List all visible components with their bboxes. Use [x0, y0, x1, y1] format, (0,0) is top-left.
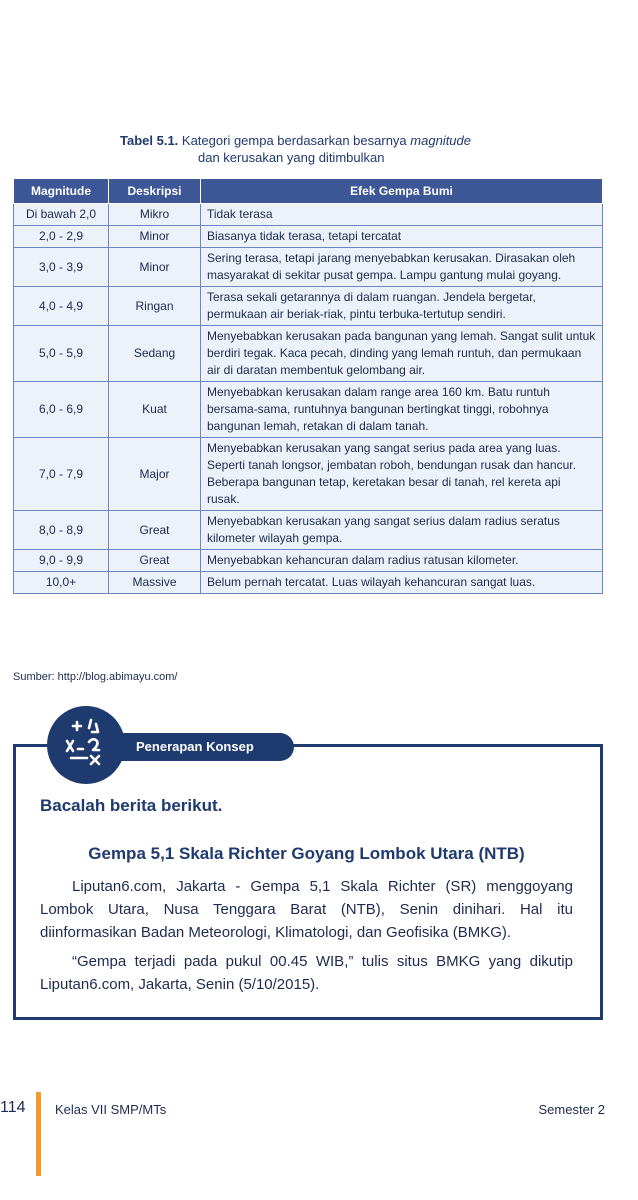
cell-efek: Sering terasa, tetapi jarang menyebabkan kerusakan. Dirasakan oleh masyarakat di sekitar pusat gempa. Lampu gantung mulai goyang.	[201, 248, 603, 287]
news-paragraph: “Gempa terjadi pada pukul 00.45 WIB,” tulis situs BMKG yang dikutip Liputan6.com, Jakarta, Senin (5/10/2015).	[40, 953, 573, 993]
footer-semester-label: Semester 2	[538, 1102, 605, 1117]
footer-divider	[36, 1092, 41, 1176]
cell-efek: Terasa sekali getarannya di dalam ruangan. Jendela bergetar, permukaan air beriak-riak, pintu terbuka-tertutup sendiri.	[201, 287, 603, 326]
cell-magnitude: 7,0 - 7,9	[14, 438, 109, 511]
cell-deskripsi: Great	[109, 550, 201, 572]
header-efek: Efek Gempa Bumi	[201, 179, 603, 204]
cell-magnitude: 9,0 - 9,9	[14, 550, 109, 572]
cell-magnitude: 10,0+	[14, 572, 109, 594]
cell-efek: Biasanya tidak terasa, tetapi tercatat	[201, 226, 603, 248]
cell-magnitude: 2,0 - 2,9	[14, 226, 109, 248]
cell-magnitude: Di bawah 2,0	[14, 204, 109, 226]
cell-deskripsi: Kuat	[109, 382, 201, 438]
caption-line2: dan kerusakan yang ditimbulkan	[198, 150, 385, 165]
table-caption	[120, 132, 540, 166]
news-paragraph: Liputan6.com, Jakarta - Gempa 5,1 Skala Richter (SR) menggoyang Lombok Utara, Nusa Tenggara Barat (NTB), Senin dinihari. Hal itu diinformasikan Badan Meteorologi, Klimatologi, dan Geofisika (BMKG).	[40, 878, 573, 941]
table-row	[14, 287, 603, 326]
magnitude-table	[13, 178, 603, 594]
table-header-row	[14, 179, 603, 204]
cell-magnitude: 4,0 - 4,9	[14, 287, 109, 326]
cell-deskripsi: Great	[109, 511, 201, 550]
cell-efek: Menyebabkan kerusakan yang sangat serius pada area yang luas. Seperti tanah longsor, jembatan roboh, bendungan rusak dan hancur. Beberapa bangunan tetap, keretakan besar di tanah, rel kereta api rusak.	[201, 438, 603, 511]
math-symbols-icon	[47, 706, 125, 784]
cell-efek: Menyebabkan kerusakan pada bangunan yang lemah. Sangat sulit untuk berdiri tegak. Kaca pecah, dinding yang lemah runtuh, dan permukaan air di daratan membentuk gelombang air.	[201, 326, 603, 382]
cell-efek: Menyebabkan kehancuran dalam radius ratusan kilometer.	[201, 550, 603, 572]
instruction-heading: Bacalah berita berikut.	[40, 796, 223, 815]
table-row	[14, 248, 603, 287]
cell-magnitude: 6,0 - 6,9	[14, 382, 109, 438]
cell-efek: Belum pernah tercatat. Luas wilayah kehancuran sangat luas.	[201, 572, 603, 594]
cell-magnitude: 3,0 - 3,9	[14, 248, 109, 287]
table-row	[14, 572, 603, 594]
cell-deskripsi: Minor	[109, 248, 201, 287]
cell-efek: Menyebabkan kerusakan dalam range area 160 km. Batu runtuh bersama-sama, runtuhnya bangunan bertingkat tinggi, robohnya bangunan lemah, retakan di dalam tanah.	[201, 382, 603, 438]
cell-magnitude: 5,0 - 5,9	[14, 326, 109, 382]
page-number: 114	[0, 1099, 26, 1116]
table-row	[14, 511, 603, 550]
cell-deskripsi: Ringan	[109, 287, 201, 326]
cell-deskripsi: Sedang	[109, 326, 201, 382]
table-row	[14, 326, 603, 382]
footer-class-label: Kelas VII SMP/MTs	[55, 1102, 167, 1117]
table-row	[14, 382, 603, 438]
table-row	[14, 204, 603, 226]
concept-tag: Penerapan Konsep	[108, 733, 294, 761]
cell-deskripsi: Massive	[109, 572, 201, 594]
table-row	[14, 226, 603, 248]
table-source: Sumber: http://blog.abimayu.com/	[13, 671, 178, 683]
caption-italic: magnitude	[410, 133, 471, 148]
cell-magnitude: 8,0 - 8,9	[14, 511, 109, 550]
cell-efek: Tidak terasa	[201, 204, 603, 226]
cell-deskripsi: Major	[109, 438, 201, 511]
table-row	[14, 550, 603, 572]
caption-text: Kategori gempa berdasarkan besarnya	[178, 133, 411, 148]
caption-label: Tabel 5.1.	[120, 133, 179, 148]
cell-efek: Menyebabkan kerusakan yang sangat serius dalam radius seratus kilometer wilayah gempa.	[201, 511, 603, 550]
news-title: Gempa 5,1 Skala Richter Goyang Lombok Utara (NTB)	[88, 844, 525, 863]
cell-deskripsi: Mikro	[109, 204, 201, 226]
cell-deskripsi: Minor	[109, 226, 201, 248]
table-row	[14, 438, 603, 511]
header-deskripsi: Deskripsi	[109, 179, 201, 204]
header-magnitude: Magnitude	[14, 179, 109, 204]
